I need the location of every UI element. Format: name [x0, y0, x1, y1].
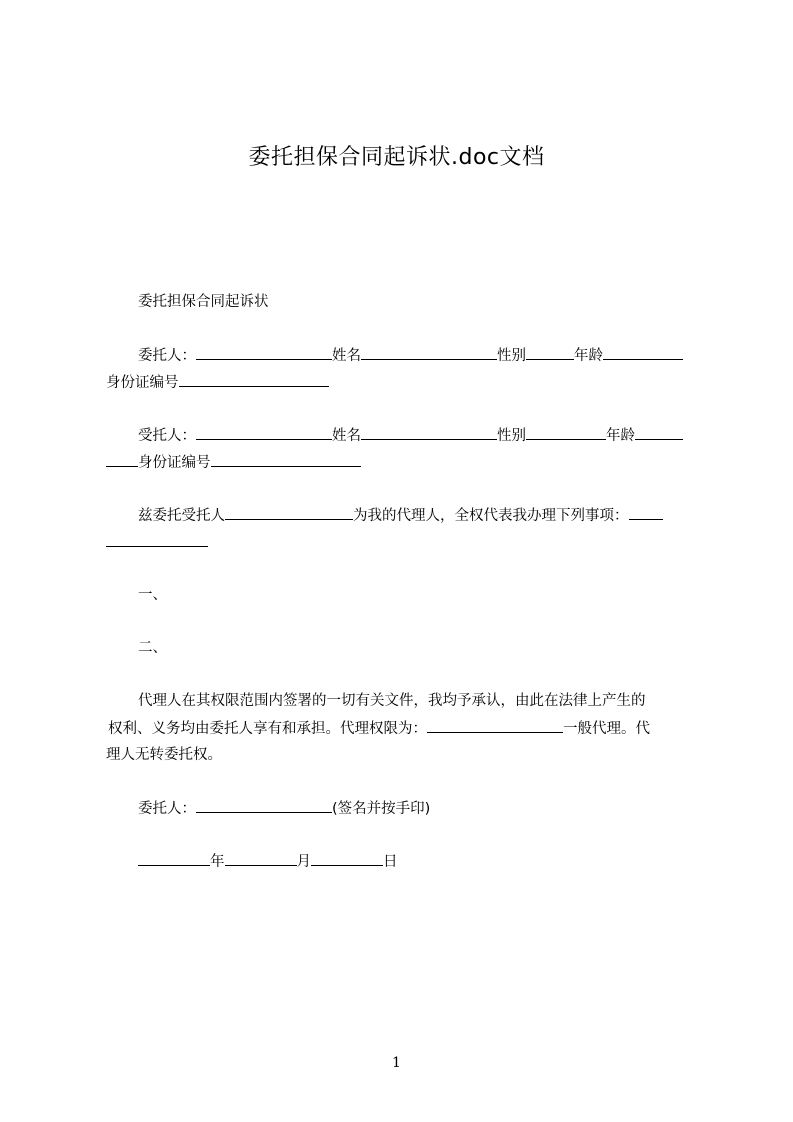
clause-text-2a: 权利、义务均由委托人享有和承担。代理权限为： [108, 721, 427, 737]
day-blank [311, 851, 383, 866]
item-one-text: 一、 [138, 587, 167, 603]
agent-id-blank [211, 452, 361, 467]
signature-note: (签名并按手印) [332, 801, 431, 817]
clause-line-2 [106, 718, 704, 739]
agent-id-label: 身份证编号 [138, 455, 211, 471]
date-line [106, 851, 734, 872]
principal-label: 委托人： [138, 348, 196, 364]
authorization-text-b: 为我的代理人，全权代表我办理下列事项： [353, 508, 629, 524]
agent-age-blank-cont [106, 452, 138, 467]
agent-name-blank [361, 425, 497, 440]
principal-age-blank [603, 345, 683, 360]
signature-blank [196, 798, 332, 813]
principal-gender-label: 性别 [497, 348, 526, 364]
principal-gender-blank [526, 345, 574, 360]
agent-label: 受托人： [138, 428, 196, 444]
document-title: 委托担保合同起诉状.doc文档 [248, 145, 545, 170]
item-one [106, 585, 734, 605]
clause-text-1: 代理人在其权限范围内签署的一切有关文件，我均予承认，由此在法律上产生的 [138, 693, 646, 709]
principal-age-label: 年龄 [574, 348, 603, 364]
agent-line [106, 425, 734, 446]
page-number: 1 [392, 1055, 401, 1071]
principal-name-blank [361, 345, 497, 360]
principal-id-blank [179, 372, 329, 387]
agent-age-label: 年龄 [606, 428, 635, 444]
agent-gender-blank [526, 425, 606, 440]
principal-id-line [106, 372, 702, 393]
clause-line-1 [106, 691, 734, 711]
agent-age-blank [635, 425, 683, 440]
month-label: 月 [296, 854, 311, 870]
heading-text: 委托担保合同起诉状 [138, 294, 269, 310]
signature-label: 委托人： [138, 801, 196, 817]
document-heading [106, 292, 734, 312]
item-two [106, 638, 734, 658]
principal-line [106, 345, 734, 366]
day-label: 日 [383, 854, 398, 870]
authorization-text-a: 兹委托受托人 [138, 508, 225, 524]
authority-scope-blank [427, 718, 563, 733]
year-label: 年 [210, 854, 225, 870]
agent-name-label: 姓名 [332, 428, 361, 444]
principal-id-label: 身份证编号 [106, 375, 179, 391]
authorization-agent-blank [225, 505, 353, 520]
clause-text-3: 理人无转委托权。 [106, 747, 222, 763]
agent-blank [196, 425, 332, 440]
principal-name-label: 姓名 [332, 348, 361, 364]
authorization-matters-blank [629, 505, 663, 520]
authorization-matters-blank-cont [106, 532, 208, 547]
principal-blank [196, 345, 332, 360]
authorization-line-2 [106, 532, 702, 553]
clause-text-2b: 一般代理。代 [563, 721, 650, 737]
item-two-text: 二、 [138, 640, 167, 656]
authorization-line [106, 505, 734, 526]
month-blank [225, 851, 297, 866]
agent-id-line [106, 452, 702, 473]
agent-gender-label: 性别 [497, 428, 526, 444]
signature-line [106, 798, 734, 819]
clause-line-3 [106, 745, 702, 765]
year-blank [138, 851, 210, 866]
